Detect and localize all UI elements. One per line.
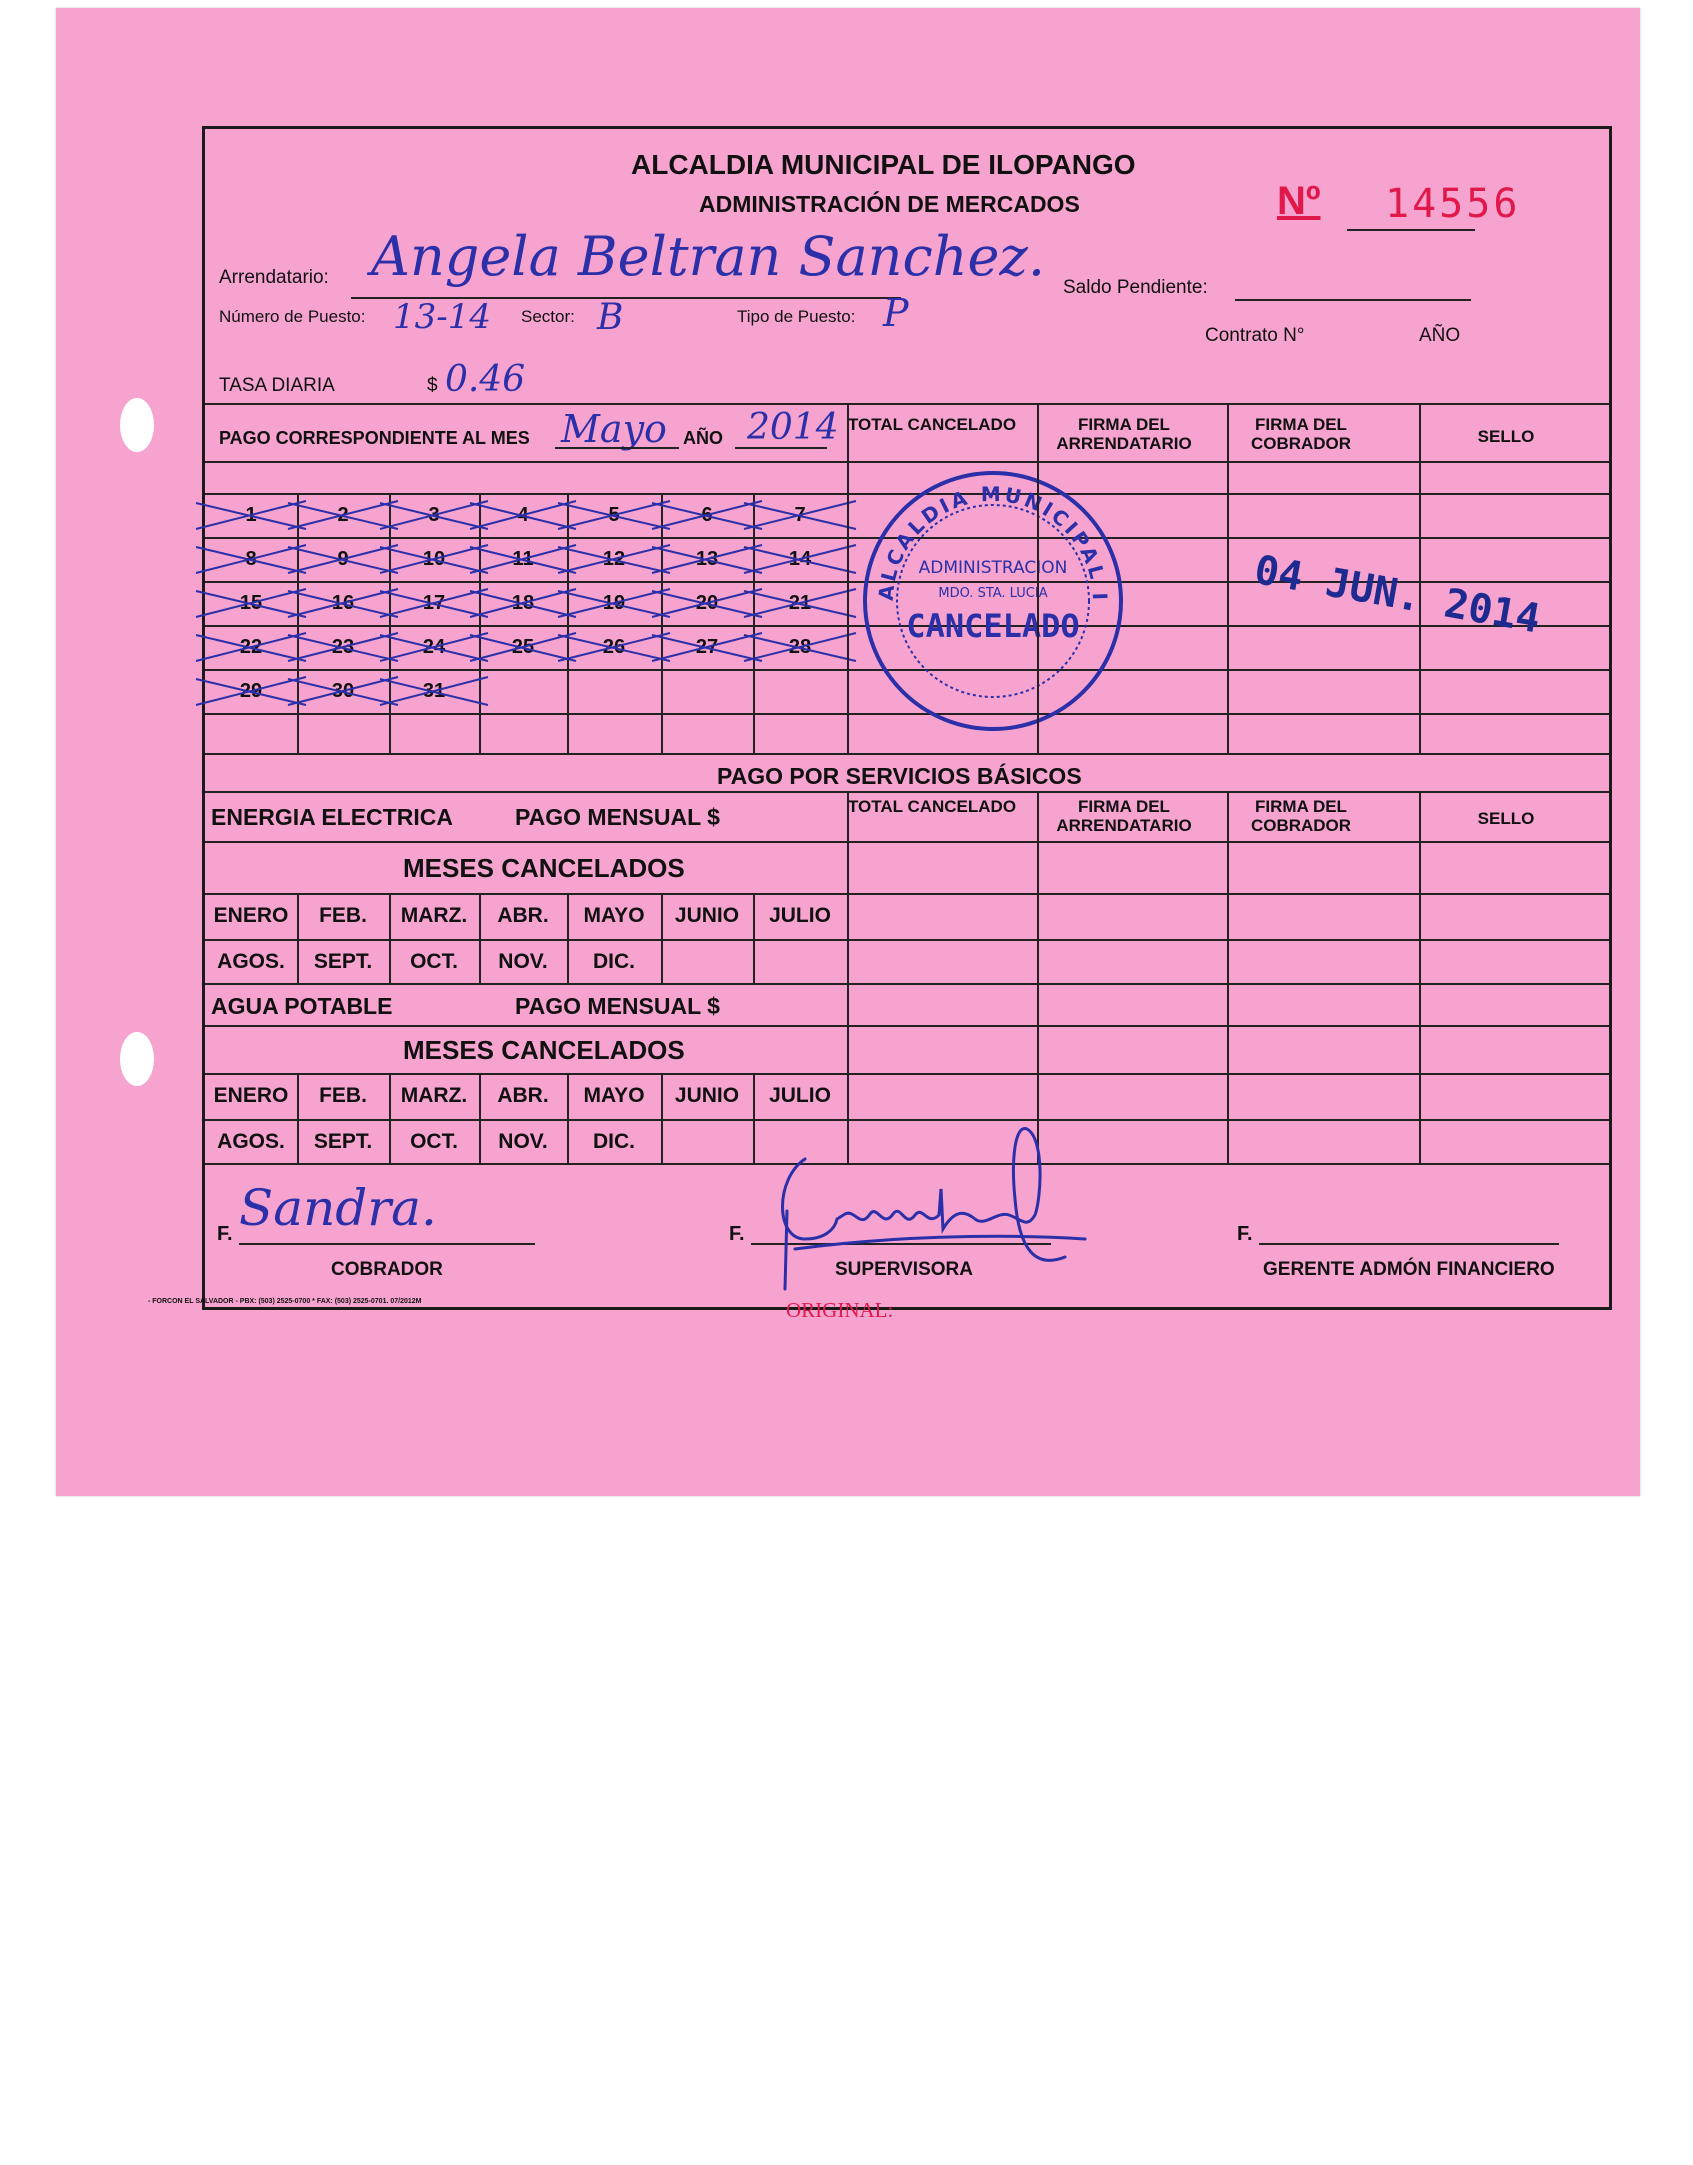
- month-cell: NOV.: [498, 1130, 548, 1153]
- col-total-cancelado: TOTAL CANCELADO: [847, 415, 1017, 434]
- month-col-line: [479, 893, 481, 983]
- month-col-line: [753, 893, 755, 983]
- month-cell: NOV.: [498, 950, 548, 973]
- col-firma-cobrador: FIRMA DEL COBRADOR: [1250, 415, 1352, 453]
- day-cell: 15: [239, 591, 263, 614]
- month-col-line: [567, 1073, 569, 1163]
- tasa-currency: $: [427, 375, 438, 396]
- month-cell: MARZ.: [400, 904, 468, 927]
- day-cross-mark: [738, 625, 862, 669]
- mes-label: PAGO CORRESPONDIENTE AL MES: [219, 428, 530, 448]
- month-cell: ENERO: [213, 904, 289, 927]
- month-cell: JUNIO: [674, 1084, 740, 1107]
- sector-label: Sector:: [521, 307, 575, 326]
- svg-text:ALCALDIA MUNICIPAL ILOPANGO: [843, 442, 1112, 603]
- day-cell: 30: [331, 679, 355, 702]
- month-cell: ABR.: [497, 1084, 549, 1107]
- tasa-label: TASA DIARIA: [219, 375, 335, 396]
- col-firma-arrendatario: FIRMA DEL ARRENDATARIO: [1056, 415, 1192, 453]
- seal-inner-text-1: ADMINISTRACION: [918, 558, 1068, 578]
- services-col-firma-cobrador: FIRMA DEL COBRADOR: [1250, 797, 1352, 835]
- mes-line: [555, 447, 679, 449]
- month-cell: OCT.: [410, 950, 458, 973]
- month-cell: OCT.: [410, 1130, 458, 1153]
- day-cell: 27: [695, 635, 719, 658]
- agua-meses-cancelados: MESES CANCELADOS: [403, 1035, 685, 1065]
- day-cell: 28: [788, 635, 812, 658]
- month-col-line: [567, 893, 569, 983]
- day-cell: 17: [422, 591, 446, 614]
- services-col-sello: SELLO: [1477, 809, 1535, 828]
- month-col-line: [661, 893, 663, 983]
- tasa-value: 0.46: [445, 359, 526, 400]
- services-title-bottom-line: [205, 791, 1609, 793]
- cobrador-f-label: F.: [217, 1223, 233, 1245]
- date-stamp: 04 JUN. 2014: [1251, 547, 1544, 643]
- day-cross-mark: [374, 669, 494, 713]
- supervisora-f-label: F.: [729, 1223, 745, 1245]
- printer-imprint: - FORCON EL SALVADOR - PBX: (503) 2525-0700 * FAX: (503) 2525-0701. 07/2012M: [148, 1298, 422, 1305]
- day-cell: 10: [422, 547, 446, 570]
- tipo-value: P: [883, 291, 909, 335]
- services-title: PAGO POR SERVICIOS BÁSICOS: [717, 763, 1082, 789]
- services-vline-3: [1227, 791, 1229, 1163]
- month-cell: AGOS.: [217, 950, 285, 973]
- day-cell: 23: [331, 635, 355, 658]
- receipt-paper: [56, 8, 1640, 1496]
- day-cell: 12: [602, 547, 626, 570]
- services-vline-2: [1037, 791, 1039, 1163]
- day-cell: 21: [788, 591, 812, 614]
- payment-header-top-line: [205, 403, 1609, 405]
- seal-inner-text-3: CANCELADO: [906, 607, 1080, 645]
- supervisora-signature: [765, 1119, 1095, 1279]
- month-col-line: [297, 893, 299, 983]
- month-cell: ABR.: [497, 904, 549, 927]
- month-cell: JULIO: [769, 904, 831, 927]
- agua-header-bottom-line: [205, 1025, 1609, 1027]
- arrendatario-value: Angela Beltran Sanchez.: [371, 225, 1046, 288]
- form-subtitle: ADMINISTRACIÓN DE MERCADOS: [699, 191, 1080, 217]
- receipt-number: 14556: [1385, 181, 1521, 227]
- month-cell: [661, 939, 753, 985]
- month-cell: SEPT.: [313, 950, 373, 973]
- month-col-line: [479, 1073, 481, 1163]
- day-cell: 24: [422, 635, 446, 658]
- day-cell: 31: [422, 679, 446, 702]
- month-cell: JULIO: [769, 1084, 831, 1107]
- saldo-label: Saldo Pendiente:: [1063, 277, 1208, 298]
- supervisora-caption: SUPERVISORA: [835, 1259, 973, 1280]
- cobrador-signature: Sandra.: [239, 1179, 437, 1237]
- month-cell: MARZ.: [400, 1084, 468, 1107]
- day-cell: 7: [794, 503, 806, 526]
- energia-meses-cancelados: MESES CANCELADOS: [403, 853, 685, 883]
- day-cross-mark: [738, 537, 862, 581]
- month-cell: [753, 939, 847, 985]
- services-vline-4: [1419, 791, 1421, 1163]
- day-cell: 14: [788, 547, 812, 570]
- payment-vline-1: [847, 403, 849, 753]
- day-cell: 5: [608, 503, 620, 526]
- pago-anio-value: 2014: [747, 407, 839, 448]
- seal-arc-text: ALCALDIA MUNICIPAL ILOPANGO: [842, 442, 1113, 604]
- month-col-line: [389, 893, 391, 983]
- day-cross-mark: [738, 581, 862, 625]
- day-cell: 19: [602, 591, 626, 614]
- day-cell: 26: [602, 635, 626, 658]
- month-cell: AGOS.: [217, 1130, 285, 1153]
- day-cell: 20: [695, 591, 719, 614]
- energia-label: ENERGIA ELECTRICA: [211, 804, 453, 830]
- receipt-number-label: Nº: [1277, 179, 1321, 223]
- saldo-line: [1235, 299, 1471, 301]
- month-cell: FEB.: [319, 1084, 367, 1107]
- day-cross-mark: [738, 493, 862, 537]
- punch-hole-bottom: [120, 1032, 154, 1086]
- gerente-line: [1259, 1243, 1559, 1245]
- month-col-line: [297, 1073, 299, 1163]
- tipo-label: Tipo de Puesto:: [737, 307, 856, 326]
- gerente-caption: GERENTE ADMÓN FINANCIERO: [1263, 1259, 1555, 1280]
- month-cell: FEB.: [319, 904, 367, 927]
- day-cell: 2: [337, 503, 349, 526]
- puesto-value: 13-14: [393, 297, 492, 337]
- payment-vline-3: [1227, 403, 1229, 753]
- cobrador-caption: COBRADOR: [331, 1259, 443, 1280]
- day-cell: 13: [695, 547, 719, 570]
- day-cell: 16: [331, 591, 355, 614]
- day-cell: 1: [245, 503, 257, 526]
- month-cell: ENERO: [213, 1084, 289, 1107]
- month-cell: [661, 1119, 753, 1165]
- cancelado-seal: [842, 442, 1133, 731]
- month-cell: DIC.: [593, 1130, 635, 1153]
- pago-anio-label: AÑO: [683, 428, 723, 448]
- month-col-line: [389, 1073, 391, 1163]
- month-cell: DIC.: [593, 950, 635, 973]
- receipt-form: [202, 126, 1612, 1310]
- agua-label: AGUA POTABLE: [211, 993, 393, 1019]
- services-top-line: [205, 753, 1609, 755]
- day-cell: 18: [511, 591, 535, 614]
- arrendatario-label: Arrendatario:: [219, 267, 329, 288]
- energia-row1-line: [205, 939, 1609, 941]
- day-cell: 3: [428, 503, 440, 526]
- payment-vline-4: [1419, 403, 1421, 753]
- puesto-label: Número de Puesto:: [219, 307, 366, 326]
- contrato-label: Contrato N°: [1205, 325, 1305, 346]
- day-cell: 11: [512, 547, 534, 570]
- seal-inner-text-2: MDO. STA. LUCIA: [938, 586, 1048, 601]
- cobrador-line: [239, 1243, 535, 1245]
- receipt-number-underline: [1347, 229, 1475, 231]
- original-label: ORIGINAL:: [786, 1298, 894, 1322]
- contrato-anio-label: AÑO: [1419, 325, 1461, 346]
- services-vline-1: [847, 791, 849, 1163]
- punch-hole-top: [120, 398, 154, 452]
- sector-value: B: [597, 297, 624, 338]
- energia-row2-line: [205, 983, 1609, 985]
- mes-value: Mayo: [561, 407, 667, 451]
- day-cell: 6: [701, 503, 713, 526]
- gerente-f-label: F.: [1237, 1223, 1253, 1245]
- day-cell: 29: [239, 679, 263, 702]
- month-cell: MAYO: [583, 1084, 645, 1107]
- month-cell: JUNIO: [674, 904, 740, 927]
- services-col-firma-arrendatario: FIRMA DEL ARRENDATARIO: [1056, 797, 1192, 835]
- agua-pago-mensual: PAGO MENSUAL $: [515, 993, 720, 1019]
- pago-anio-line: [735, 447, 827, 449]
- day-cell: 22: [239, 635, 263, 658]
- month-cell: SEPT.: [313, 1130, 373, 1153]
- col-sello: SELLO: [1477, 427, 1535, 446]
- day-cell: 9: [337, 547, 349, 570]
- day-cell: 8: [245, 547, 257, 570]
- month-col-line: [753, 1073, 755, 1163]
- month-col-line: [661, 1073, 663, 1163]
- day-cell: 4: [517, 503, 529, 526]
- month-cell: MAYO: [583, 904, 645, 927]
- energia-header-bottom-line: [205, 841, 1609, 843]
- services-col-total: TOTAL CANCELADO: [847, 797, 1017, 816]
- payment-vline-2: [1037, 403, 1039, 753]
- energia-pago-mensual: PAGO MENSUAL $: [515, 804, 720, 830]
- day-cell: 25: [511, 635, 535, 658]
- form-title: ALCALDIA MUNICIPAL DE ILOPANGO: [631, 149, 1136, 180]
